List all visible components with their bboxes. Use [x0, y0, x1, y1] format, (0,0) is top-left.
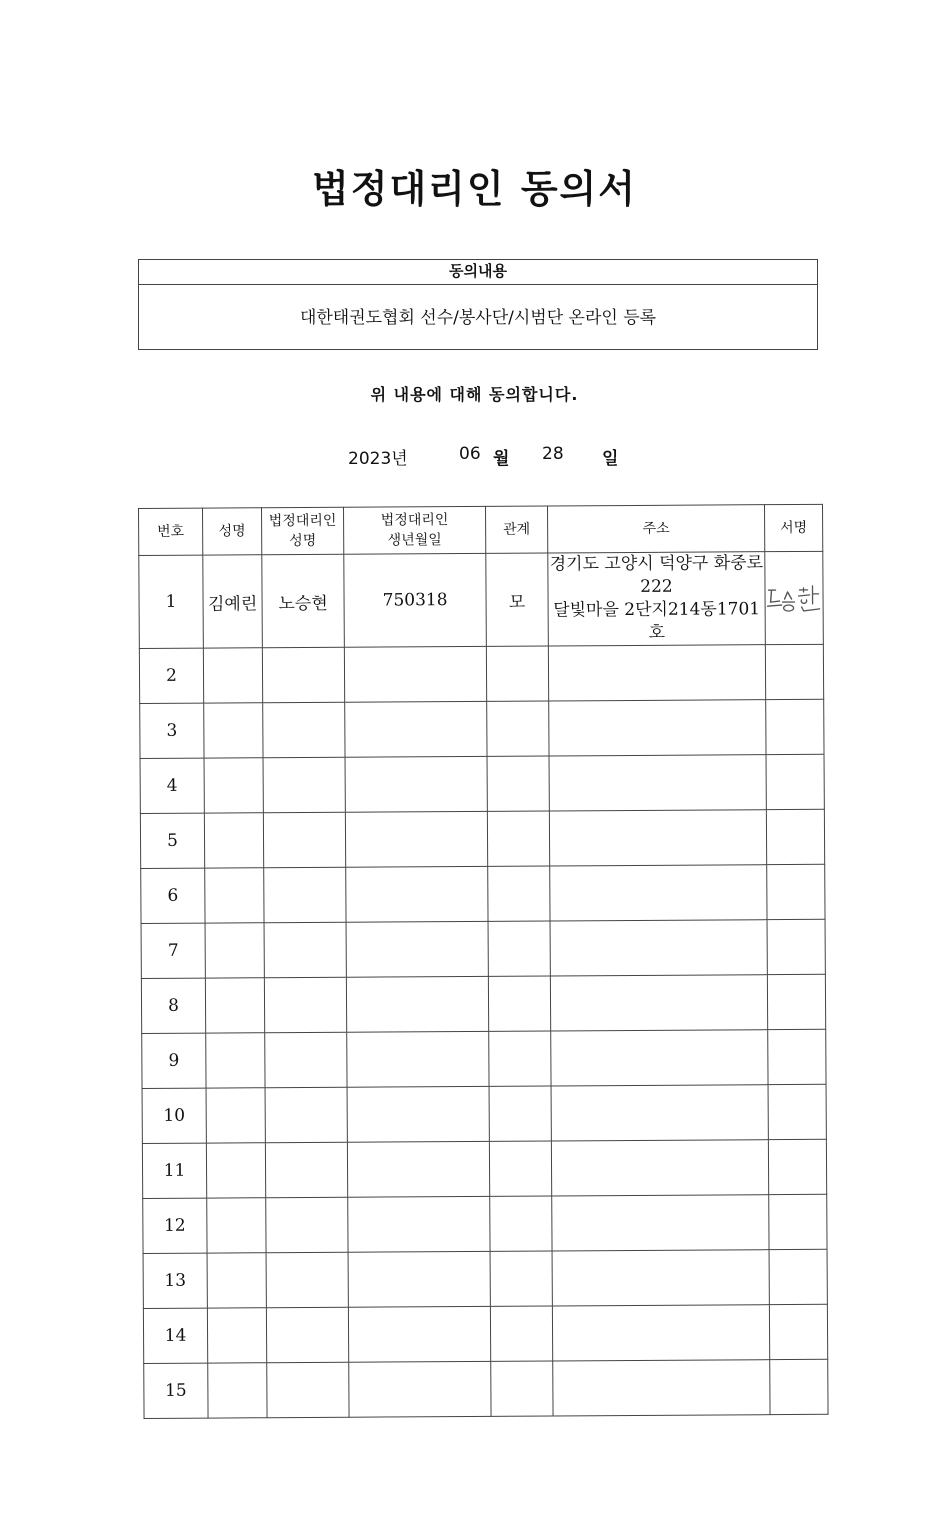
table-row	[140, 754, 824, 813]
empty-cell	[552, 1305, 769, 1361]
empty-cell	[549, 700, 766, 756]
consent-content: 대한태권도협회 선수/봉사단/시범단 온라인 등록	[299, 308, 657, 328]
table-row	[142, 1029, 826, 1088]
empty-cell	[204, 758, 263, 813]
header-guardian-name	[262, 507, 344, 555]
empty-cell	[550, 920, 767, 976]
empty-cell	[262, 647, 344, 702]
empty-cell	[266, 1197, 348, 1252]
header-signature: 서명	[764, 504, 822, 551]
empty-cell	[549, 810, 766, 866]
empty-cell	[551, 1085, 768, 1141]
table-row	[139, 644, 823, 703]
empty-cell	[349, 1361, 491, 1417]
empty-cell	[768, 1029, 826, 1084]
empty-cell	[207, 1308, 266, 1363]
row-number: 2	[139, 648, 203, 703]
empty-cell	[346, 921, 488, 977]
date-month-unit: 월	[493, 449, 510, 469]
empty-cell	[550, 865, 767, 921]
empty-cell	[768, 1139, 826, 1194]
empty-cell	[491, 1361, 553, 1416]
empty-cell	[550, 975, 767, 1031]
empty-cell	[767, 919, 825, 974]
address	[548, 552, 766, 646]
empty-cell	[767, 974, 825, 1029]
row-number: 6	[141, 868, 205, 923]
empty-cell	[548, 645, 765, 701]
empty-cell	[488, 976, 550, 1031]
empty-cell	[206, 1088, 265, 1143]
consent-header: 동의내용	[139, 260, 817, 285]
date-month: 06	[459, 444, 481, 464]
empty-cell	[348, 1196, 490, 1252]
empty-cell	[205, 978, 264, 1033]
handwritten-signature	[765, 580, 823, 616]
empty-cell	[486, 646, 548, 701]
empty-cell	[206, 1143, 265, 1198]
table-header-row	[139, 504, 823, 555]
empty-cell	[347, 1086, 489, 1142]
table-row	[142, 1084, 826, 1143]
empty-cell	[766, 809, 824, 864]
empty-cell	[552, 1195, 769, 1251]
table-row	[143, 1194, 827, 1253]
row-number: 12	[143, 1198, 207, 1253]
empty-cell	[768, 1084, 826, 1139]
empty-cell	[205, 923, 264, 978]
empty-cell	[344, 646, 486, 702]
agreement-statement: 위 내용에 대해 동의합니다.	[370, 385, 579, 404]
empty-cell	[346, 976, 488, 1032]
empty-cell	[204, 813, 263, 868]
guardian-dob: 750318	[344, 553, 487, 647]
empty-cell	[490, 1306, 552, 1361]
empty-cell	[490, 1251, 552, 1306]
empty-cell	[265, 1032, 347, 1087]
empty-cell	[348, 1306, 490, 1362]
empty-cell	[207, 1198, 266, 1253]
header-guardian-name-line1: 법정대리인	[268, 512, 337, 530]
empty-cell	[766, 754, 824, 809]
signature-cell	[765, 551, 824, 644]
empty-cell	[204, 703, 263, 758]
date-day: 28	[542, 444, 564, 464]
header-guardian-dob-line1: 법정대리인	[380, 512, 449, 529]
table-row	[140, 809, 824, 868]
header-guardian-dob-line2: 생년월일	[387, 532, 442, 549]
row-number: 8	[141, 978, 205, 1033]
document-title: 법정대리인 동의서	[312, 167, 637, 211]
date-year: 2023년	[348, 449, 408, 469]
row-number: 10	[142, 1088, 206, 1143]
header-guardian-dob	[343, 506, 485, 554]
header-address: 주소	[547, 505, 764, 553]
empty-cell	[767, 864, 825, 919]
table-row	[140, 699, 824, 758]
empty-cell	[769, 1304, 827, 1359]
header-no: 번호	[139, 508, 203, 555]
empty-cell	[770, 1359, 828, 1414]
row-number: 15	[144, 1363, 208, 1418]
row-number: 7	[141, 923, 205, 978]
row-number: 1	[139, 555, 204, 648]
table-row	[143, 1249, 827, 1308]
empty-cell	[207, 1253, 266, 1308]
empty-cell	[489, 1086, 551, 1141]
table-row	[143, 1304, 827, 1363]
empty-cell	[345, 756, 487, 812]
row-number: 11	[142, 1143, 206, 1198]
empty-cell	[263, 702, 345, 757]
table-row	[142, 1139, 826, 1198]
address-line1: 경기도 고양시 덕양구 화중로 222	[549, 553, 764, 597]
empty-cell	[265, 1142, 347, 1197]
empty-cell	[766, 699, 824, 754]
empty-cell	[487, 811, 549, 866]
empty-cell	[489, 1141, 551, 1196]
empty-cell	[346, 866, 488, 922]
empty-cell	[549, 755, 766, 811]
empty-cell	[265, 1087, 347, 1142]
empty-cell	[487, 701, 549, 756]
empty-cell	[551, 1030, 768, 1086]
empty-cell	[769, 1194, 827, 1249]
empty-cell	[205, 868, 264, 923]
empty-cell	[488, 921, 550, 976]
empty-cell	[264, 867, 346, 922]
empty-cell	[347, 1031, 489, 1087]
header-relation: 관계	[485, 506, 547, 553]
empty-cell	[264, 977, 346, 1032]
empty-cell	[266, 1252, 348, 1307]
header-guardian-name-line2: 성명	[289, 532, 317, 550]
empty-cell	[203, 648, 262, 703]
row-number: 13	[143, 1253, 207, 1308]
relation: 모	[486, 553, 549, 646]
header-name: 성명	[203, 508, 262, 555]
consent-box	[138, 259, 818, 350]
empty-cell	[345, 811, 487, 867]
guardian-name: 노승현	[262, 554, 345, 647]
empty-cell	[347, 1141, 489, 1197]
table-row	[141, 864, 825, 923]
empty-cell	[490, 1196, 552, 1251]
row-number: 5	[140, 813, 204, 868]
empty-cell	[769, 1249, 827, 1304]
empty-cell	[552, 1250, 769, 1306]
empty-cell	[267, 1362, 349, 1417]
empty-cell	[266, 1307, 348, 1362]
row-number: 3	[140, 703, 204, 758]
empty-cell	[206, 1033, 265, 1088]
empty-cell	[263, 812, 345, 867]
empty-cell	[489, 1031, 551, 1086]
row-number: 9	[142, 1033, 206, 1088]
empty-cell	[553, 1360, 770, 1416]
empty-cell	[551, 1140, 768, 1196]
table-row	[144, 1359, 828, 1418]
empty-cell	[263, 757, 345, 812]
registration-table	[138, 504, 829, 1419]
student-name: 김예린	[203, 555, 263, 648]
table-row	[141, 974, 825, 1033]
empty-cell	[264, 922, 346, 977]
empty-cell	[348, 1251, 490, 1307]
table-row	[141, 919, 825, 978]
date-day-unit: 일	[602, 449, 619, 469]
empty-cell	[487, 756, 549, 811]
empty-cell	[488, 866, 550, 921]
empty-cell	[345, 701, 487, 757]
table-row	[139, 551, 824, 648]
empty-cell	[765, 644, 823, 699]
empty-cell	[208, 1363, 267, 1418]
row-number: 4	[140, 758, 204, 813]
row-number: 14	[143, 1308, 207, 1363]
address-line2: 달빛마을 2단지214동1701호	[553, 599, 761, 643]
